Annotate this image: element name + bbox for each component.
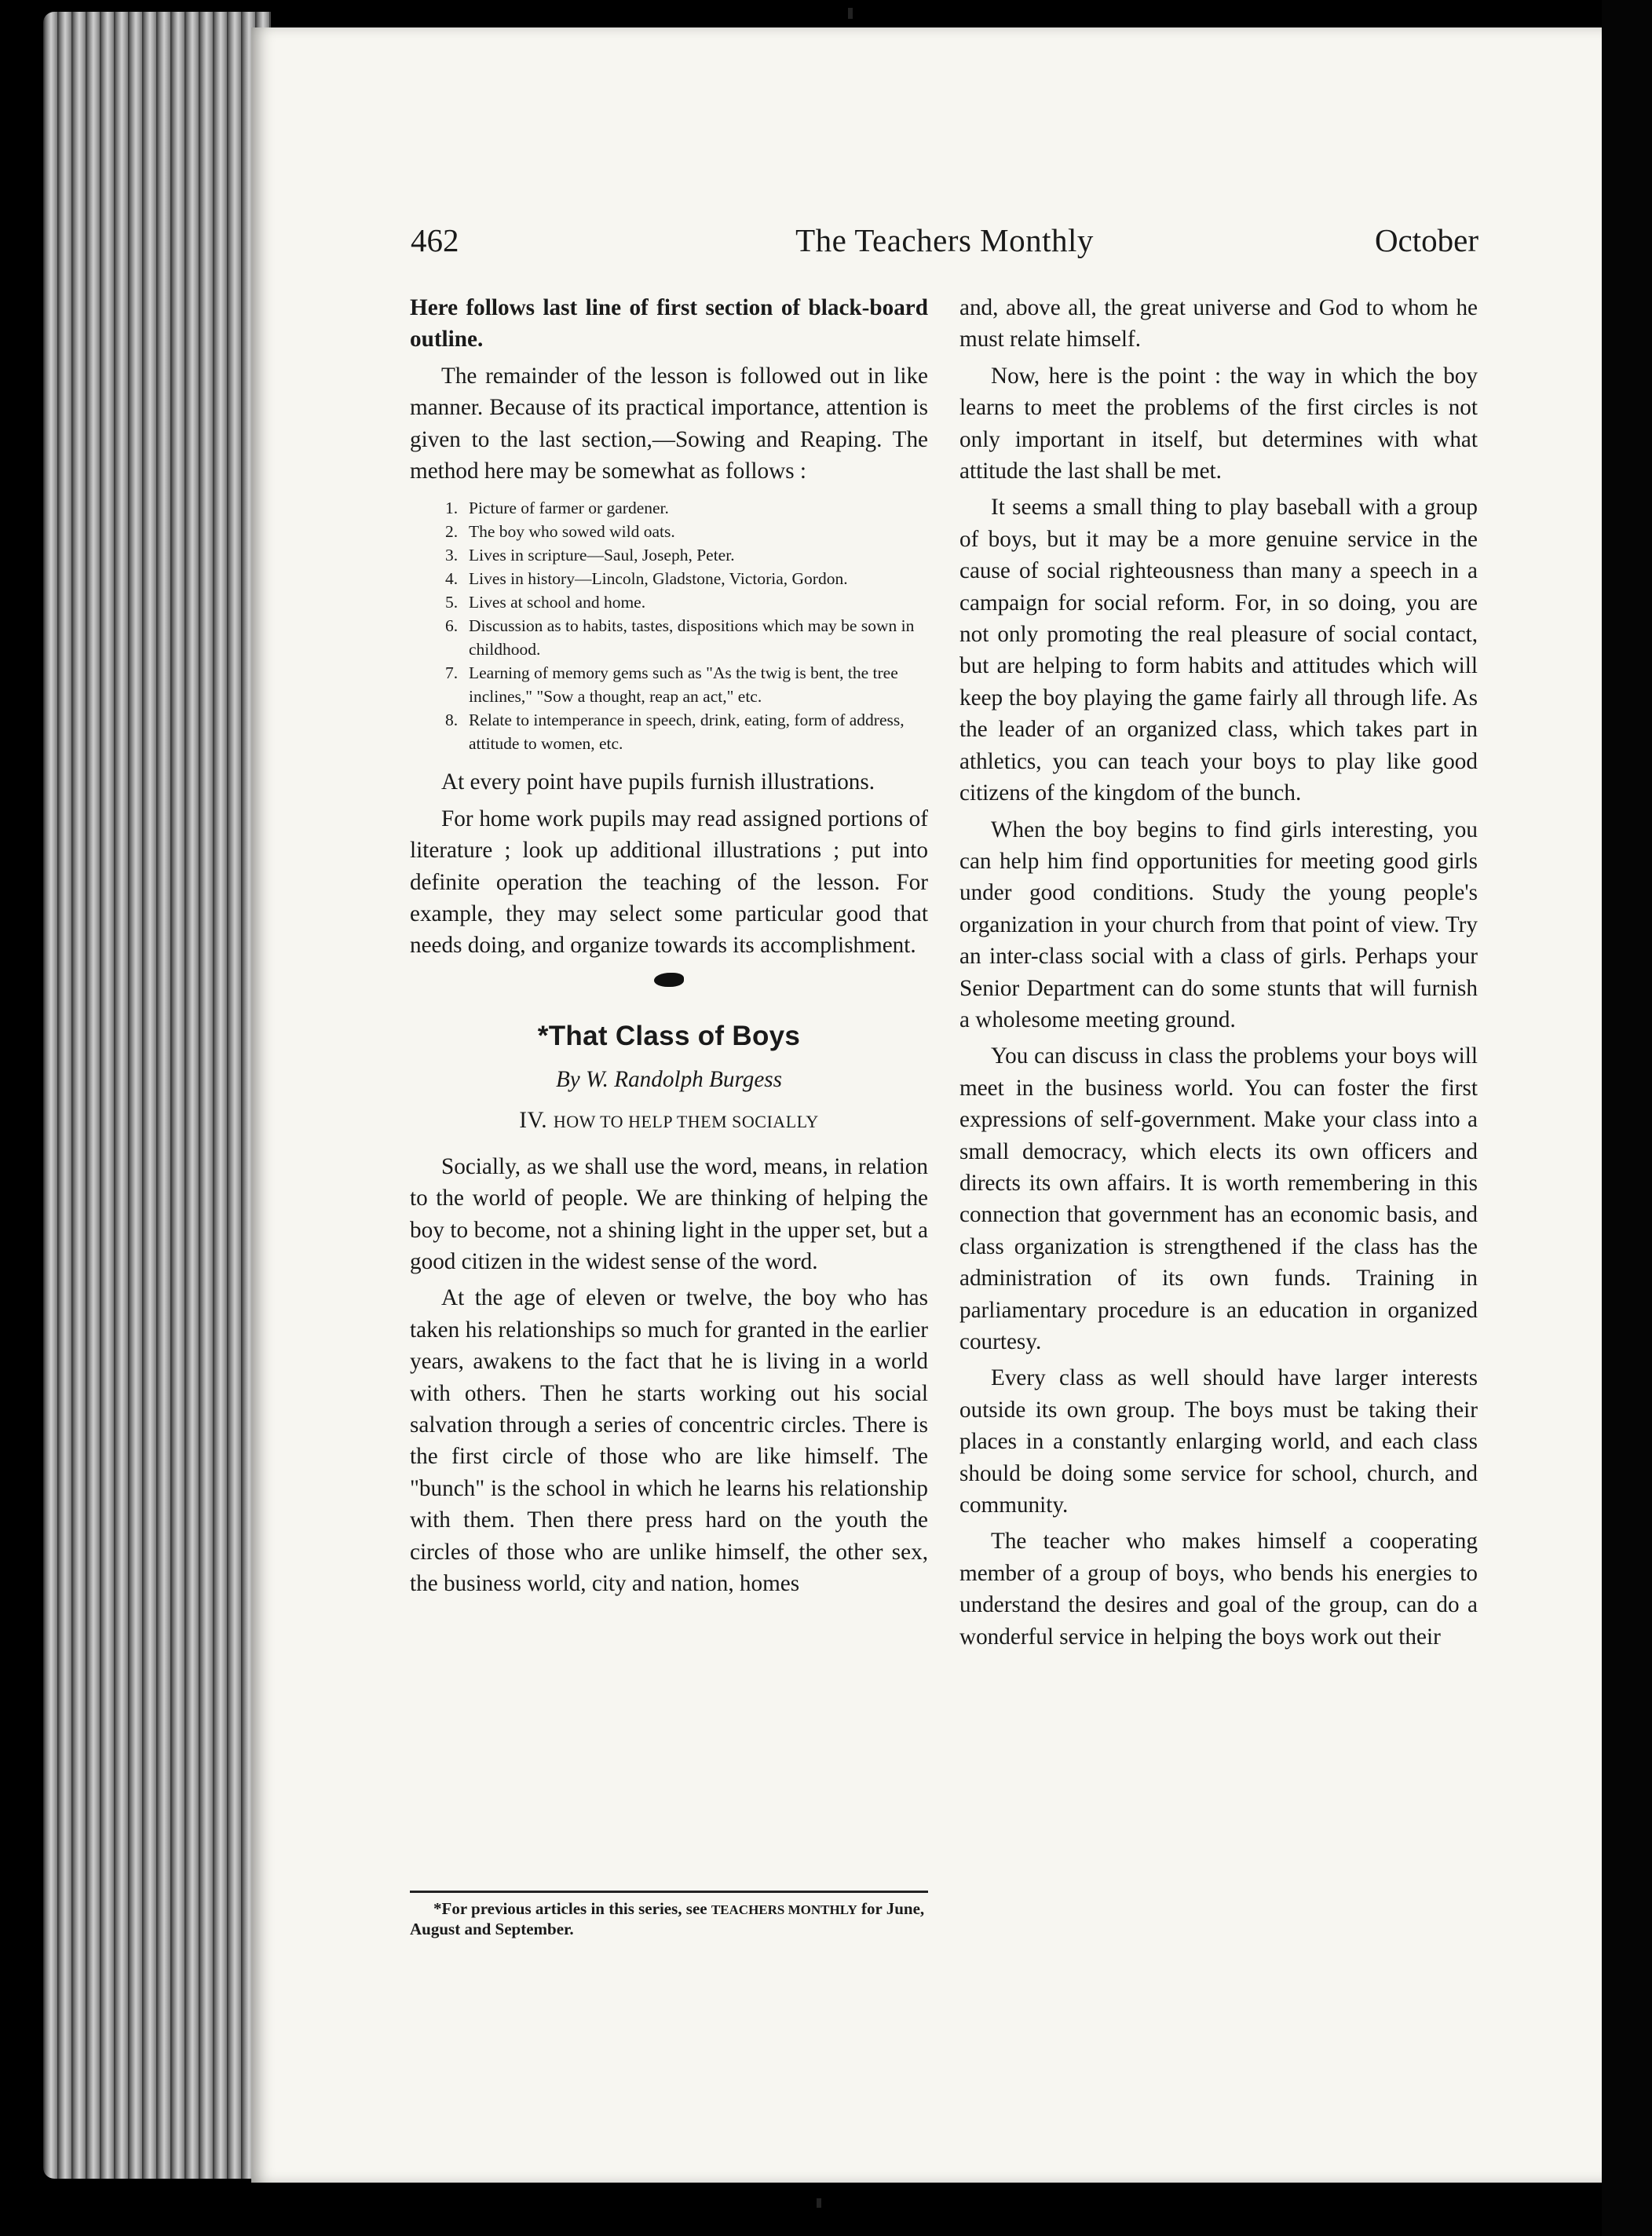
lesson-point bbox=[410, 567, 928, 590]
paragraph: Socially, as we shall use the word, means, in relation to the world of people. We are thinking of helping the boy to become, not a shining light in the upper set, but a good citizen in the widest sense of the word. bbox=[410, 1153, 928, 1274]
paragraph: When the boy begins to find girls interesting, you can help him find opportunities for meeting good girls under good conditions. Study the young people's organization in your church from that point of view. Try an inter-class social with a class of girls. Perhaps your Senior Department can do some stunts that will furnish a wholesome meeting ground. bbox=[959, 817, 1478, 1032]
lesson-point bbox=[410, 496, 928, 520]
scan-speck bbox=[848, 8, 853, 19]
lesson-point-text: Discussion as to habits, tastes, dispositions which may be sown in childhood. bbox=[469, 616, 915, 659]
paragraph: The remainder of the lesson is followed out in like manner. Because of its practical importance, attention is given to the last section,—Sowing and Reaping. The method here may be somewhat as follows : bbox=[410, 363, 928, 484]
paragraph: At the age of eleven or twelve, the boy who has taken his relationships so much for granted in the earlier years, awakens to the fact that he is living in a world with others. Then he starts working out his social salvation through a series of concentric circles. There is the first circle of those who are like himself. The "bunch" is the school in which he learns his relationship with them. Then there press hard on the youth the circles of those who are unlike himself, the other sex, the business world, city and nation, homes bbox=[410, 1285, 928, 1596]
lesson-point-number: 2. bbox=[445, 522, 459, 542]
paragraph: For home work pupils may read assigned portions of literature ; look up additional illustrations ; put into definite operation the teaching of the lesson. For example, they may select some particular good that needs doing, and organize towards its accomplishment. bbox=[410, 806, 928, 959]
lesson-point-number: 3. bbox=[445, 546, 459, 565]
lesson-point-text: Learning of memory gems such as "As the twig is bent, the tree inclines," "Sow a thought, reap an act," etc. bbox=[469, 663, 898, 707]
facing-page-gap bbox=[1602, 0, 1652, 2236]
lesson-point bbox=[410, 590, 928, 614]
lesson-point bbox=[410, 520, 928, 543]
right-column bbox=[959, 292, 1478, 1657]
lesson-point-number: 6. bbox=[445, 616, 459, 636]
scan-speck bbox=[817, 2198, 821, 2208]
fleuron-ornament bbox=[654, 973, 684, 987]
lesson-point-text: Lives in scripture—Saul, Joseph, Peter. bbox=[469, 546, 735, 565]
lesson-point bbox=[410, 543, 928, 567]
intro-bold-paragraph: Here follows last line of first section of black-board outline. bbox=[410, 295, 928, 353]
lesson-point bbox=[410, 708, 928, 755]
lesson-point-text: Lives in history—Lincoln, Gladstone, Victoria, Gordon. bbox=[469, 569, 848, 589]
lesson-point-number: 8. bbox=[445, 711, 459, 730]
lesson-point-text: The boy who sowed wild oats. bbox=[469, 522, 675, 542]
book-page-edges bbox=[43, 12, 271, 2179]
section-numeral: IV. bbox=[519, 1108, 548, 1134]
running-header bbox=[411, 221, 1478, 273]
paragraph: and, above all, the great universe and God to whom he must relate himself. bbox=[959, 295, 1478, 353]
lesson-point-number: 7. bbox=[445, 663, 459, 683]
paragraph: Now, here is the point : the way in which the boy learns to meet the problems of the first circles is not only important in itself, but determines with what attitude the last shall be met. bbox=[959, 363, 1478, 484]
footnote-text-start: *For previous articles in this series, see bbox=[433, 1899, 707, 1918]
lesson-point-text: Lives at school and home. bbox=[469, 593, 646, 612]
lesson-point-number: 4. bbox=[445, 569, 459, 589]
paragraph: At every point have pupils furnish illustrations. bbox=[441, 769, 875, 795]
article-byline: By W. Randolph Burgess bbox=[555, 1066, 783, 1092]
paragraph: Every class as well should have larger interests outside its own group. The boys must be taking their places in a constantly enlarging world, and each class should be doing some service for school, church, and community. bbox=[959, 1365, 1478, 1518]
lesson-point-text: Relate to intemperance in speech, drink, eating, form of address, attitude to women, etc. bbox=[469, 711, 905, 754]
lesson-point-number: 5. bbox=[445, 593, 459, 612]
left-column bbox=[410, 292, 928, 1604]
lesson-points-list bbox=[410, 496, 928, 755]
paragraph: You can discuss in class the problems your boys will meet in the business world. You can foster the first expressions of self-government. Make your class into a small democracy, which elects its own officers and directs its own affairs. It is worth remembering in this connection that government has an economic basis, and class organization is strengthened if the class has the administration of its own funds. Training in parliamentary procedure is an education in organized courtesy. bbox=[959, 1043, 1478, 1354]
section-title: HOW TO HELP THEM SOCIALLY bbox=[553, 1112, 819, 1132]
footnote-journal-name: TEACHERS MONTHLY bbox=[711, 1902, 857, 1917]
footnote-text-end: for June, August and September. bbox=[410, 1899, 925, 1938]
paragraph: It seems a small thing to play baseball with a group of boys, but it may be a more genuine service in the cause of social righteousness than many a speech in a campaign for social reform. For, in so doing, you are not only promoting the real pleasure of social contact, but are helping to form habits and attitudes which will keep the boy playing the game fairly all through life. As the leader of an organized class, which takes part in athletics, you can teach your boys to play like good citizens of the kingdom of the bunch. bbox=[959, 495, 1478, 806]
lesson-point-number: 1. bbox=[445, 499, 459, 518]
page-number: 462 bbox=[411, 222, 459, 258]
paragraph: The teacher who makes himself a cooperating member of a group of boys, who bends his energies to understand the desires and goal of the group, can do a wonderful service in helping the boys work out their bbox=[959, 1529, 1478, 1650]
article-title: *That Class of Boys bbox=[537, 1020, 801, 1051]
journal-title: The Teachers Monthly bbox=[795, 222, 1094, 258]
section-heading bbox=[410, 1105, 928, 1138]
lesson-point bbox=[410, 614, 928, 661]
footnote bbox=[410, 1891, 928, 1939]
lesson-point bbox=[410, 661, 928, 708]
issue-month: October bbox=[1374, 222, 1478, 258]
lesson-point-text: Picture of farmer or gardener. bbox=[469, 499, 669, 518]
